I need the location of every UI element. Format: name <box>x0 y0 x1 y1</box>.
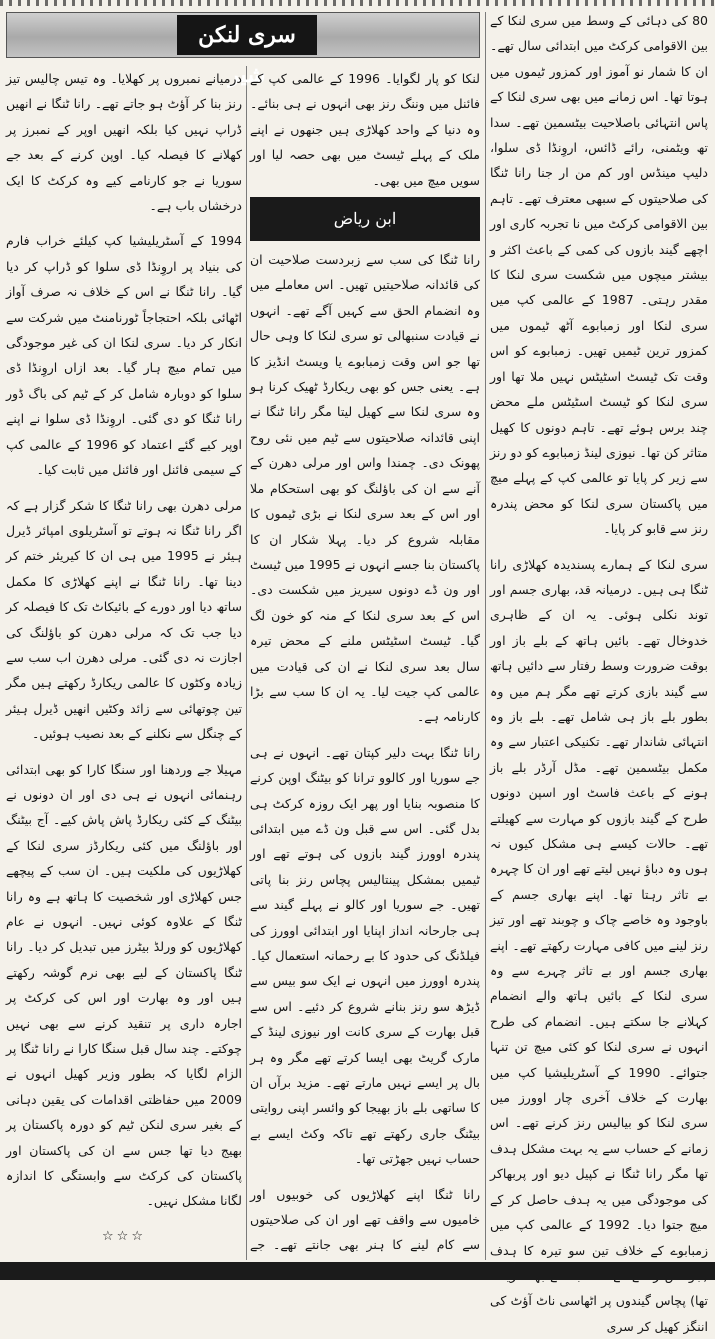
article-title: سری لنکن شیر <box>177 15 317 55</box>
paragraph: مہیلا جے وردھنا اور سنگا کارا کو بھی ابتدائی رہنمائی انہوں نے ہی دی اور ان دونوں نے بیٹنگ کے کئی ریکارڈ پاش پاش کیے۔ آج بیٹنگ اور باؤلنگ میں کئی ریکارڈز سری لنکا کے کھلاڑیوں کی ملکیت ہیں۔ ان سب کے پیچھے جس کھلاڑی اور شخصیت کا ہاتھ ہے وہ رانا ٹنگا کے علاوہ کوئی نہیں۔ انہوں نے عام کھلاڑیوں کو ورلڈ بیٹرز میں تبدیل کر دیا۔ رانا ٹنگا پاکستان کے لیے بھی نرم گوشہ رکھتے ہیں اور وہ بھارت اور اس کی کرکٹ پر اجارہ داری پر تنقید کرنے سے بھی نہیں چوکتے۔ چند سال قبل سنگا کارا نے رانا ٹنگا پر الزام لگایا کہ بطور وزیر کھیل انہوں نے 2009 میں حفاظتی اقدامات کی یقین دہانی کے بغیر سری لنکن ٹیم کو دورہ پاکستان پر بھیج دیا تھا جس سے ان کی پاکستان اور پاکستان کی کرکٹ سے وابستگی کا اندازہ لگانا مشکل نہیں۔ <box>6 761 242 1209</box>
column-divider <box>485 12 486 1260</box>
article-column-left <box>6 66 242 1260</box>
article-header <box>6 12 480 88</box>
paragraph: 1994 کے آسٹریلیشیا کپ کیلئے خراب فارم کی بنیاد پر اروِنڈا ڈی سلوا کو ڈراپ کر دیا گیا۔ رانا ٹنگا نے اس کے خلاف نہ صرف آواز اٹھائی بلکہ احتجاجاً ٹورنامنٹ میں شرکت سے انکار کر دیا۔ سری لنکا ان کی غیر موجودگی میں تمام میچ ہار گیا۔ بعد ازاں اروِنڈا ڈی سلوا کو دوبارہ شامل کر کے ٹیم کی باگ ڈور رانا ٹنگا کو دی گئی۔ اروِنڈا ڈی سلوا نے اپنے اوپر کیے گئے اعتماد کو 1996 کے عالمی کپ کے سیمی فائنل اور فائنل میں ثابت کیا۔ <box>6 233 242 478</box>
paragraph: رانا ٹنگا اپنے کھلاڑیوں کی خوبیوں اور خامیوں سے واقف تھے اور ان کی صلاحیتوں سے کام لینے کا ہنر بھی جانتے تھے۔ جے <box>250 1186 480 1253</box>
paragraph: 80 کی دہائی کے وسط میں سری لنکا کے بین الاقوامی کرکٹ میں ابتدائی سال تھے۔ ان کا شمار نو آموز اور کمزور ٹیموں میں ہوتا تھا۔ اس زمانے میں بھی سری لنکا کے پاس انتہائی باصلاحیت بیٹسمین تھے۔ سدا تھ ویٹمنی، رائے ڈائس، اروِنڈا ڈی سلوا، دلیپ مینڈس اور کم من ار جنا رانا ٹنگا کی صلاحیتوں کے سبھی معترف تھے۔ تاہم بین الاقوامی کرکٹ میں نا تجربہ کاری اور اچھے گیند بازوں کی کمی کے باعث اکثر و بیشتر میچوں میں شکست سری لنکا کا مقدر رہتی۔ 1987 کے عالمی کپ میں سری لنکا اور زمبابوے آٹھ ٹیموں میں کمزور ترین ٹیمیں تھیں۔ زمبابوے کو اس وقت تک ٹیسٹ اسٹیٹس نہیں ملا تھا اور سری لنکا کو ٹیسٹ اسٹیٹس ملے محض چند برس ہوئے تھے۔ تاہم دونوں کا کھیل متاثر کن تھا۔ نیوزی لینڈ زمبابوے کو دو رنز سے زیر کر پایا تو عالمی کپ کے پہلے میچ میں پاکستان سری لنکا کو محض پندرہ رنز سے قابو کر پایا۔ <box>490 13 708 537</box>
author-byline: ابن ریاض <box>250 197 480 241</box>
paragraph: سری لنکا کے ہمارے پسندیدہ کھلاڑی رانا ٹنگا ہی ہیں۔ درمیانہ قد، بھاری جسم اور توند نکلی ہوئی۔ یہ ان کے ظاہری خدوخال تھے۔ بائیں ہاتھ کے بلے باز اور بوقت ضرورت وسط رفتار سے دائیں ہاتھ سے گیند بازی کرتے تھے مگر ہم میں وہ بطور بلے باز ہی شامل تھے۔ بلے باز وہ انتہائی شاندار تھے۔ تکنیکی اعتبار سے وہ مکمل بیٹسمین تھے۔ مڈل آرڈر بلے باز ہونے کے باعث فاسٹ اور اسپن دونوں طرح کے گیند بازوں کو مہارت سے کھیلتے تھے۔ حالات کیسے ہی مشکل کیوں نہ ہوں وہ دباؤ نہیں لیتے تھے اور ان کا چہرہ بے تاثر رہتا تھا۔ اپنے بھاری جسم کے باوجود وہ خاصے چاک و چوبند تھے اور تیز رنز لینے میں کافی مہارت رکھتے تھے۔ اپنے بھاری جسم اور بے تاثر چہرے سے وہ سری لنکا کے بائیں ہاتھ والے انضمام کہلانے جا سکتے ہیں۔ انضمام کی طرح انہوں نے سری لنکا کو کئی میچ تن تنہا جتوائے۔ 1990 کے آسٹریلیشیا کپ میں بھارت کے خلاف آخری چار اوورز میں سری لنکا کو بیالیس رنز کرنے تھے۔ اس زمانے کے حساب سے یہ بہت مشکل ہدف تھا مگر رانا ٹنگا نے کپیل دیو اور پربھاکر کی موجودگی میں یہ ہدف حاصل کر کے میچ جتوا دیا۔ 1992 کے عالمی کپ میں زمبابوے کے خلاف تین سو تیرہ کا ہدف تھا) پچاس گیندوں پر اٹھاسی ناٹ آؤٹ کی اننگز کھیل کر سری <box>490 556 708 1334</box>
bottom-bar <box>0 1262 715 1280</box>
end-of-article-marker: ☆☆☆ <box>102 1228 146 1244</box>
paragraph: مرلی دھرن بھی رانا ٹنگا کا شکر گزار ہے کہ اگر رانا ٹنگا نہ ہوتے تو آسٹریلوی امپائر ڈیرل ہیئر نے 1995 میں ہی ان کا کیریئر ختم کر دینا تھا۔ رانا ٹنگا نے اپنے کھلاڑی کا مکمل ساتھ دیا اور دورے کے بائیکاٹ تک کا فیصلہ کر دیا جب تک کہ مرلی دھرن کو باؤلنگ کی اجازت نہ دی گئی۔ مرلی دھرن اب سب سے زیادہ وکٹوں کا عالمی ریکارڈ رکھتے ہیں مگر تین چوتھائی سے زائد وکٹیں انھیں ڈیرل ہیئر کے چنگل سے نکلنے کے بعد نصیب ہوئیں۔ <box>6 497 243 742</box>
article-column-middle <box>250 66 480 1260</box>
paragraph: رانا ٹنگا بہت دلیر کپتان تھے۔ انہوں نے ہی جے سوریا اور کالوو ترانا کو بیٹنگ اوپن کرنے کا منصوبہ بنایا اور پھر ایک روزہ کرکٹ ہی بدل گئی۔ اس سے قبل ون ڈے میں ابتدائی پندرہ اوورز گیند بازوں کی ہوتے تھے اور ٹیمیں بمشکل پینتالیس پچاس رنز بنا پاتی تھیں۔ جے سوریا اور کالو نے پہلے گیند سے ہی جارحانہ انداز اپنایا اور ابتدائی اوورز کی فیلڈنگ کی حدود کا بے رحمانہ استعمال کیا۔ پندرہ اوورز میں انہوں نے ایک سو بیس سے ڈیڑھ سو رنز بنانے شروع کر دئیے۔ اس سے قبل بھارت کے سری کانت اور نیوزی لینڈ کے مارک گریٹ بھی ایسا کرتے تھے مگر وہ ہر بال پر ایسے نہیں مارتے تھے۔ مزید برآں ان کا ساتھی بلے باز بھیجا کو وائسر اپنی روایتی بیٹنگ جاری رکھتے تھے تاکہ وکٹ ایسے بے حساب نہیں جھڑتی تھا۔ <box>250 744 480 1167</box>
paragraph: درمیانے نمبروں پر کھلایا۔ وہ تیس چالیس تیز رنز بنا کر آؤٹ ہو جاتے تھے۔ رانا ٹنگا نے انھیں ڈراپ نہیں کیا بلکہ انھیں اوپر کے نمبرز پر کھلانے کا فیصلہ کیا۔ اوپن کرنے کے بعد جے سوریا نے جو کارنامے کیے وہ کرکٹ کا ایک درخشاں باب ہے۔ <box>6 71 242 214</box>
column-divider <box>246 66 247 1260</box>
paragraph: رانا ٹنگا کی سب سے زبردست صلاحیت ان کی قائدانہ صلاحیتیں تھیں۔ اس معاملے میں وہ انضمام الحق سے کہیں آگے تھے۔ انہوں نے قیادت سنبھالی تو سری لنکا کا وہی حال تھا جو اس وقت زمبابوے یا ویسٹ انڈیز کا ہے۔ یعنی جس کو بھی ریکارڈ ٹھیک کرنا ہو وہ سری لنکا سے کھیل لیتا مگر رانا ٹنگا نے اپنی قائدانہ صلاحیتوں سے ٹیم میں نئی روح پھونک دی۔ چمندا واس اور مرلی دھرن کے آنے سے ان کی باؤلنگ کو بھی استحکام ملا اور اس کے بعد سری لنکا نے بڑی ٹیموں کا مقابلہ شروع کر دیا۔ پہلا شکار ان کا پاکستان بنا جسے انہوں نے 1995 میں ٹیسٹ اور ون ڈے دونوں سیریز میں شکست دی۔ اس کے بعد سری لنکا کے منہ کو خون لگ گیا۔ ٹیسٹ اسٹیٹس ملنے کے محض تیرہ سال بعد سری لنکا نے ان کی قیادت میں عالمی کپ جیت لیا۔ یہ ان کا سب سے بڑا کارنامہ ہے۔ <box>250 252 481 725</box>
paragraph: لنکا کو پار لگوایا۔ 1996 کے عالمی کپ کے فائنل میں وننگ رنز بھی انہوں نے ہی بنائے۔ وہ دنیا کے واحد کھلاڑی ہیں جنھوں نے اپنے ملک کے پہلے ٹیسٹ میں بھی حصہ لیا اور سویں میچ میں بھی۔ <box>250 71 480 188</box>
article-column-right <box>490 8 708 1334</box>
top-edge-strip <box>0 0 715 6</box>
